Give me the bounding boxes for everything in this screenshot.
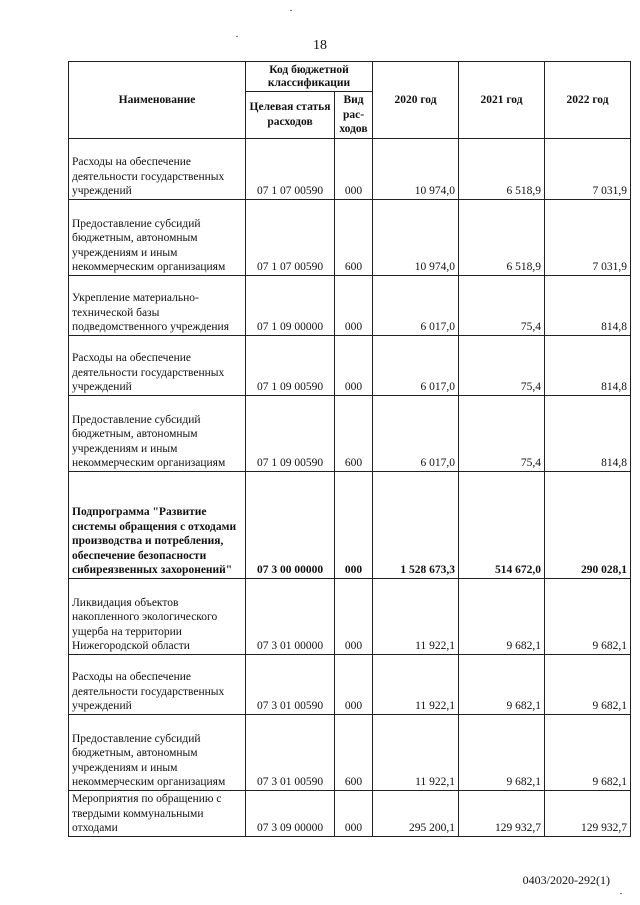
table-row	[69, 471, 631, 578]
row-name: Подпрограмма "Развитие системы обращения с отходами производства и потребления, обеспечение безопасности сибиреязвенных захоронений"	[69, 471, 246, 578]
row-value-2021: 9 682,1	[459, 714, 545, 790]
row-value-2021: 6 518,9	[459, 199, 545, 275]
row-code: 07 3 01 00000	[246, 578, 335, 654]
row-code: 07 3 01 00590	[246, 714, 335, 790]
row-name: Расходы на обеспечение деятельности государственных учреждений	[69, 335, 246, 395]
row-value-2021: 9 682,1	[459, 654, 545, 714]
row-expense-type: 000	[335, 275, 373, 335]
row-value-2022: 9 682,1	[545, 714, 631, 790]
row-value-2020: 11 922,1	[373, 578, 459, 654]
row-value-2022: 814,8	[545, 335, 631, 395]
row-code: 07 1 07 00590	[246, 138, 335, 199]
row-expense-type: 000	[335, 790, 373, 836]
row-value-2022: 814,8	[545, 275, 631, 335]
table-header-row	[69, 62, 631, 92]
table-row	[69, 199, 631, 275]
document-code: 0403/2020-292(1)	[522, 873, 610, 887]
header-name: Наименование	[69, 62, 246, 139]
table-row	[69, 654, 631, 714]
header-year-2020: 2020 год	[373, 62, 459, 139]
row-code: 07 1 07 00590	[246, 199, 335, 275]
row-value-2020: 11 922,1	[373, 654, 459, 714]
scan-speck	[290, 10, 292, 11]
row-code: 07 1 09 00590	[246, 395, 335, 471]
row-value-2022: 7 031,9	[545, 138, 631, 199]
header-target-article: Целевая статья расходов	[246, 92, 335, 139]
row-expense-type: 000	[335, 335, 373, 395]
scan-speck	[620, 893, 622, 894]
row-value-2021: 75,4	[459, 275, 545, 335]
row-value-2022: 9 682,1	[545, 654, 631, 714]
row-value-2020: 10 974,0	[373, 199, 459, 275]
row-value-2022: 290 028,1	[545, 471, 631, 578]
table-body	[69, 138, 631, 836]
row-value-2020: 295 200,1	[373, 790, 459, 836]
row-expense-type: 600	[335, 714, 373, 790]
row-name: Расходы на обеспечение деятельности государственных учреждений	[69, 654, 246, 714]
table-row	[69, 714, 631, 790]
row-code: 07 3 09 00000	[246, 790, 335, 836]
row-value-2020: 6 017,0	[373, 395, 459, 471]
row-code: 07 1 09 00590	[246, 335, 335, 395]
table-row	[69, 395, 631, 471]
table-row	[69, 578, 631, 654]
row-expense-type: 000	[335, 578, 373, 654]
header-code-group: Код бюджетной классификации	[246, 62, 373, 92]
row-expense-type: 600	[335, 395, 373, 471]
row-expense-type: 600	[335, 199, 373, 275]
row-value-2022: 129 932,7	[545, 790, 631, 836]
row-code: 07 1 09 00000	[246, 275, 335, 335]
row-name: Укрепление материально-технической базы подведомственного учреждения	[69, 275, 246, 335]
row-expense-type: 000	[335, 654, 373, 714]
row-value-2021: 514 672,0	[459, 471, 545, 578]
row-value-2021: 129 932,7	[459, 790, 545, 836]
row-value-2020: 11 922,1	[373, 714, 459, 790]
row-value-2022: 9 682,1	[545, 578, 631, 654]
row-value-2022: 7 031,9	[545, 199, 631, 275]
row-code: 07 3 01 00590	[246, 654, 335, 714]
row-name: Предоставление субсидий бюджетным, автономным учреждениям и иным некоммерческим организациям	[69, 395, 246, 471]
row-value-2020: 6 017,0	[373, 275, 459, 335]
header-year-2022: 2022 год	[545, 62, 631, 139]
row-expense-type: 000	[335, 138, 373, 199]
row-value-2021: 75,4	[459, 335, 545, 395]
row-value-2020: 10 974,0	[373, 138, 459, 199]
row-value-2022: 814,8	[545, 395, 631, 471]
row-value-2020: 1 528 673,3	[373, 471, 459, 578]
row-value-2021: 9 682,1	[459, 578, 545, 654]
scan-speck	[236, 36, 238, 37]
row-name: Мероприятия по обращению с твердыми коммунальными отходами	[69, 790, 246, 836]
row-code: 07 3 00 00000	[246, 471, 335, 578]
row-name: Ликвидация объектов накопленного экологического ущерба на территории Нижегородской области	[69, 578, 246, 654]
table-row	[69, 335, 631, 395]
page-number: 18	[313, 38, 327, 53]
header-expense-type: Вид рас-ходов	[335, 92, 373, 139]
row-name: Расходы на обеспечение деятельности государственных учреждений	[69, 138, 246, 199]
budget-table	[68, 61, 631, 837]
table-row	[69, 275, 631, 335]
row-value-2020: 6 017,0	[373, 335, 459, 395]
row-expense-type: 000	[335, 471, 373, 578]
row-name: Предоставление субсидий бюджетным, автономным учреждениям и иным некоммерческим организациям	[69, 714, 246, 790]
row-value-2021: 6 518,9	[459, 138, 545, 199]
row-value-2021: 75,4	[459, 395, 545, 471]
table-row	[69, 138, 631, 199]
table-row	[69, 790, 631, 836]
row-name: Предоставление субсидий бюджетным, автономным учреждениям и иным некоммерческим организациям	[69, 199, 246, 275]
header-year-2021: 2021 год	[459, 62, 545, 139]
